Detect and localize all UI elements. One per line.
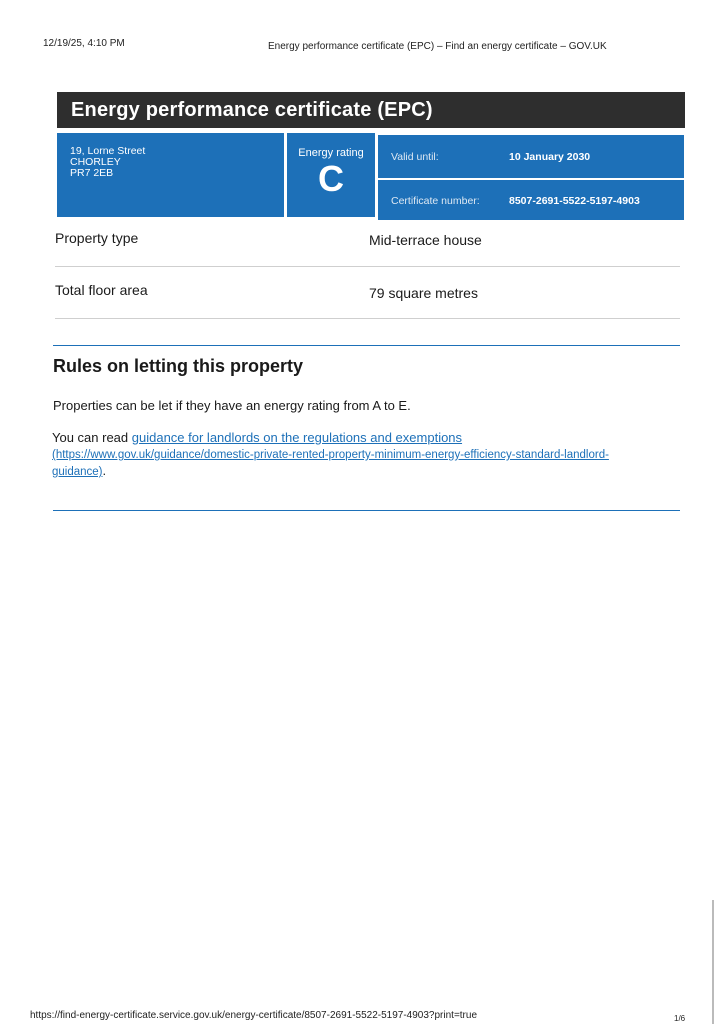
section-divider bbox=[53, 510, 680, 511]
certificate-number-box bbox=[378, 180, 684, 220]
floor-area-value: 79 square metres bbox=[369, 285, 478, 301]
row-divider bbox=[55, 318, 680, 319]
rules-paragraph: Properties can be let if they have an energy rating from A to E. bbox=[53, 398, 411, 413]
guidance-prefix: You can read bbox=[52, 430, 132, 445]
certificate-summary bbox=[57, 133, 684, 219]
certificate-number-value: 8507-2691-5522-5197-4903 bbox=[509, 195, 640, 207]
section-divider bbox=[53, 345, 680, 346]
property-type-row bbox=[55, 230, 682, 280]
energy-rating-box bbox=[287, 133, 375, 217]
property-type-value: Mid-terrace house bbox=[369, 232, 482, 248]
floor-area-label: Total floor area bbox=[55, 282, 148, 298]
address-line-2: CHORLEY bbox=[70, 156, 121, 168]
certificate-number-label: Certificate number: bbox=[391, 195, 480, 207]
print-header-datetime: 12/19/25, 4:10 PM bbox=[43, 38, 125, 49]
print-footer-url: https://find-energy-certificate.service.gov.uk/energy-certificate/8507-2691-5522-5197-4903?print=true bbox=[30, 1010, 478, 1021]
energy-rating-label: Energy rating bbox=[298, 147, 364, 159]
rules-heading: Rules on letting this property bbox=[53, 356, 304, 376]
guidance-paragraph bbox=[52, 430, 652, 480]
print-footer-page-number: 1/6 bbox=[674, 1014, 686, 1023]
guidance-link[interactable]: guidance for landlords on the regulations and exemptions bbox=[131, 430, 463, 445]
guidance-url[interactable]: (https://www.gov.uk/guidance/domestic-private-rented-property-minimum-energy-efficiency-standard-landlord-guidance) bbox=[52, 449, 609, 478]
row-divider bbox=[55, 266, 680, 267]
certificate-title-banner: Energy performance certificate (EPC) bbox=[57, 92, 685, 128]
address-box bbox=[57, 133, 284, 217]
floor-area-row bbox=[55, 282, 682, 332]
guidance-suffix: . bbox=[102, 463, 107, 478]
address-line-3: PR7 2EB bbox=[70, 167, 114, 179]
property-type-label: Property type bbox=[55, 230, 139, 246]
valid-until-label: Valid until: bbox=[391, 151, 439, 163]
print-header-page-title: Energy performance certificate (EPC) – Find an energy certificate – GOV.UK bbox=[268, 41, 607, 52]
valid-until-box bbox=[378, 135, 684, 178]
energy-rating-letter: C bbox=[318, 158, 344, 199]
valid-until-value: 10 January 2030 bbox=[509, 151, 591, 163]
address-line-1: 19, Lorne Street bbox=[70, 145, 146, 157]
scan-edge-line bbox=[712, 900, 714, 1024]
